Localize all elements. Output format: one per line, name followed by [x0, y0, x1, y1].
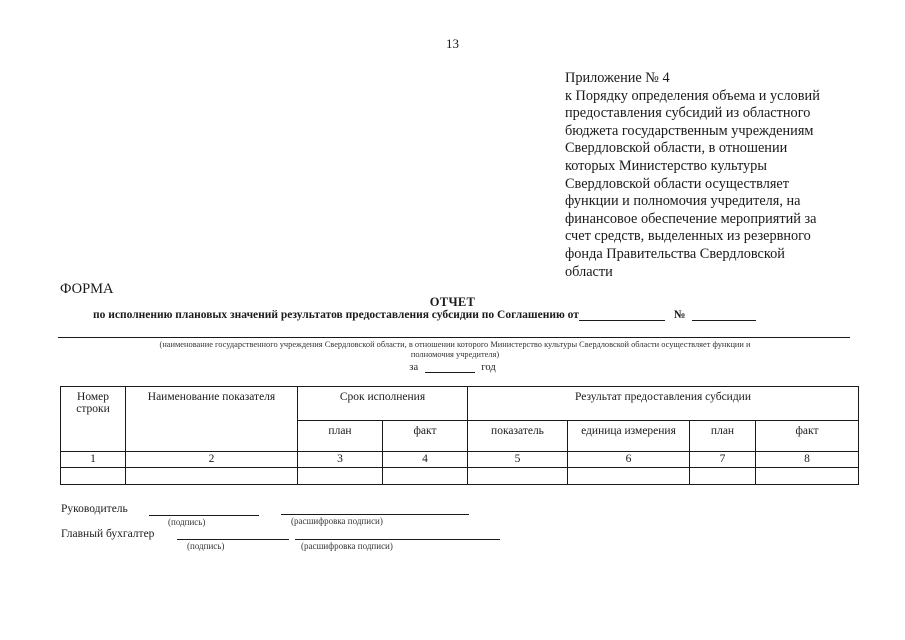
appendix-line: фонда Правительства Свердловской [565, 245, 785, 262]
head-signature-field[interactable] [149, 515, 259, 516]
header-unit: единица измерения [568, 421, 690, 452]
column-number: 8 [756, 452, 859, 468]
head-decryption-caption: (расшифровка подписи) [291, 516, 383, 526]
table-cell[interactable] [468, 468, 568, 485]
appendix-line: финансовое обеспечение мероприятий за [565, 210, 817, 227]
column-number: 1 [61, 452, 126, 468]
appendix-line: предоставления субсидий из областного [565, 105, 811, 122]
accountant-signature-caption: (подпись) [187, 541, 225, 551]
report-subtitle-text: по исполнению плановых значений результатов предоставления субсидии по Соглашению от [93, 309, 579, 321]
column-number: 6 [568, 452, 690, 468]
institution-caption [60, 340, 850, 360]
header-row [61, 387, 859, 421]
agreement-date-field[interactable] [579, 320, 665, 321]
appendix-line: Свердловской области, в отношении [565, 140, 788, 157]
column-number: 3 [298, 452, 383, 468]
header-text: Номер [77, 391, 109, 403]
period-suffix: год [481, 362, 496, 373]
appendix-line: счет средств, выделенных из резервного [565, 228, 811, 245]
institution-caption-line: (наименование государственного учреждения Свердловской области, в отношении которого Министерство культуры Свердловской области осуществляет функции и [159, 340, 751, 349]
institution-name-field[interactable] [58, 337, 850, 338]
accountant-decryption-caption: (расшифровка подписи) [301, 541, 393, 551]
header-deadline: Срок исполнения [298, 387, 468, 421]
appendix-line: Свердловской области осуществляет [565, 175, 790, 192]
number-sign: № [673, 309, 686, 321]
table-row [61, 468, 859, 485]
table-cell[interactable] [690, 468, 756, 485]
accountant-label: Главный бухгалтер [61, 528, 155, 540]
appendix-line: бюджета государственным учреждениям [565, 122, 814, 139]
table-cell[interactable] [126, 468, 298, 485]
appendix-line: которых Министерство культуры [565, 157, 767, 174]
period-prefix: за [409, 362, 419, 373]
form-label: ФОРМА [60, 281, 114, 297]
header-result: Результат предоставления субсидии [468, 387, 859, 421]
header-plan: план [298, 421, 383, 452]
header-text: строки [76, 403, 110, 415]
column-number: 4 [383, 452, 468, 468]
table-cell[interactable] [298, 468, 383, 485]
report-title: ОТЧЕТ [429, 295, 476, 309]
appendix-line: области [565, 263, 613, 280]
column-number: 2 [126, 452, 298, 468]
accountant-signature-field[interactable] [177, 539, 289, 540]
page-number: 13 [446, 36, 459, 51]
appendix-note [565, 70, 855, 281]
appendix-line: Приложение № 4 [565, 70, 670, 86]
table-cell[interactable] [568, 468, 690, 485]
period-year-field[interactable] [425, 372, 475, 373]
head-label: Руководитель [61, 503, 128, 515]
accountant-decryption-field[interactable] [295, 539, 500, 540]
report-subtitle [93, 309, 756, 321]
appendix-line: к Порядку определения объема и условий [565, 87, 820, 104]
header-fact: факт [383, 421, 468, 452]
report-period [0, 362, 905, 373]
column-number-row [61, 452, 859, 468]
column-number: 5 [468, 452, 568, 468]
header-indicator: показатель [468, 421, 568, 452]
appendix-line: функции и полномочия учредителя, на [565, 193, 801, 210]
report-table [60, 386, 859, 485]
header-fact: факт [756, 421, 859, 452]
head-signature-caption: (подпись) [168, 517, 206, 527]
institution-caption-line: полномочия учредителя) [410, 350, 500, 359]
head-decryption-field[interactable] [281, 514, 469, 515]
table-cell[interactable] [756, 468, 859, 485]
agreement-number-field[interactable] [692, 320, 756, 321]
table-cell[interactable] [61, 468, 126, 485]
header-indicator-name: Наименование показателя [126, 387, 298, 452]
table-cell[interactable] [383, 468, 468, 485]
header-plan: план [690, 421, 756, 452]
header-row-number [61, 387, 126, 452]
column-number: 7 [690, 452, 756, 468]
